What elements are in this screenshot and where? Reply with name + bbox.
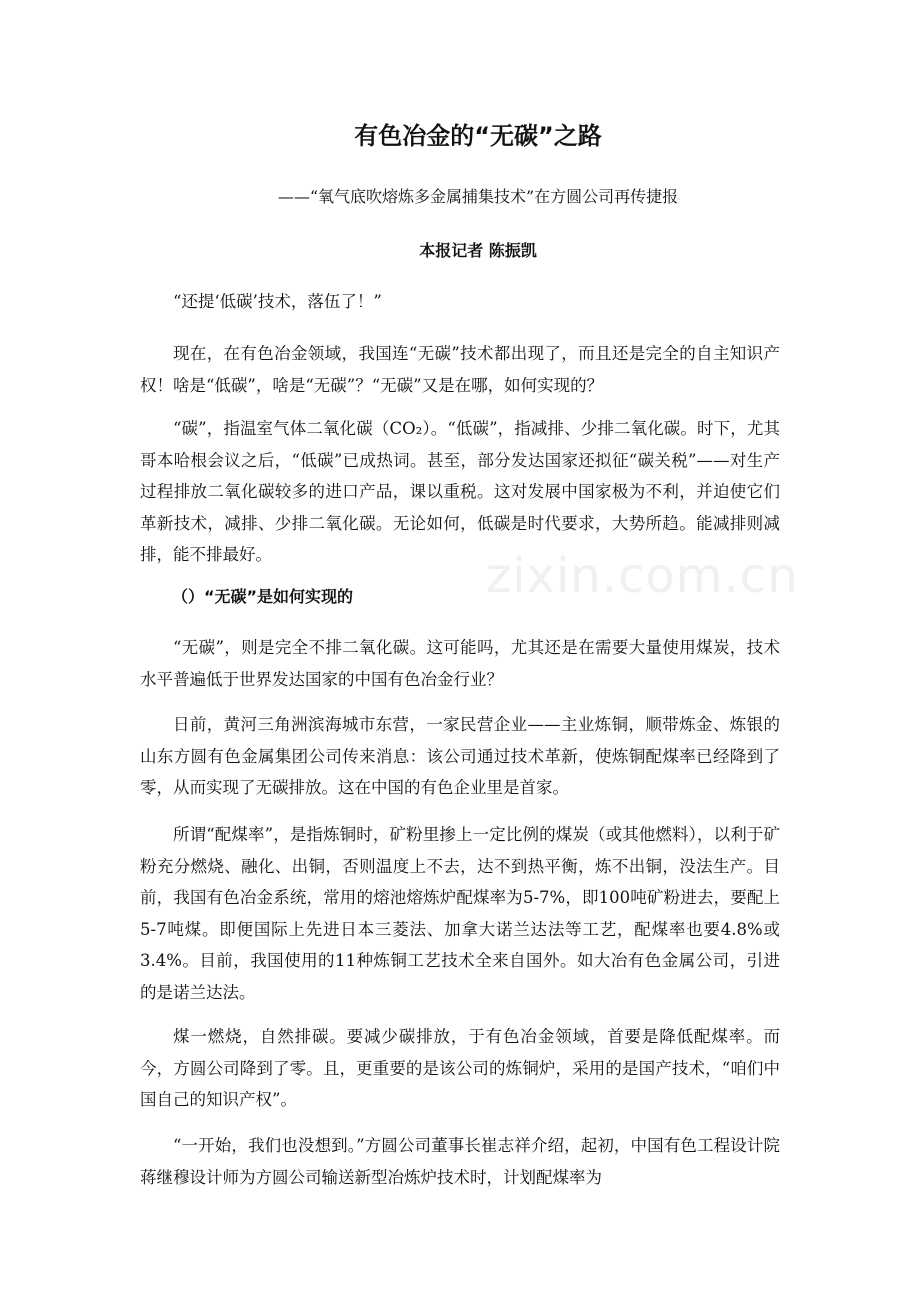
watermark: zixin.com.cn — [486, 548, 799, 604]
article-subtitle: ——“氧气底吹熔炼多金属捕集技术”在方圆公司再传捷报 — [277, 187, 679, 206]
paragraph-no-carbon: “无碳”，则是完全不排二氧化碳。这可能吗，尤其还是在需要大量使用煤炭，技术水平普遍低于世界发达国家的中国有色冶金行业？ — [140, 638, 780, 689]
paragraph-chairman-quote: “一开始，我们也没想到。”方圆公司董事长崔志祥介绍，起初，中国有色工程设计院蒋继穆设计师为方圆公司输送新型冶炼炉技术时，计划配煤率为 — [140, 1136, 780, 1187]
section-heading: （）“无碳”是如何实现的 — [172, 587, 354, 606]
paragraph-carbon-definition: “碳”，指温室气体二氧化碳（CO₂）。“低碳”，指减排、少排二氧化碳。时下，尤其哥本哈根会议之后，“低碳”已成热词。甚至，部分发达国家还拟征“碳关税”——对生产过程排放二氧化碳较多的进口产品，课以重税。这对发展中国家极为不利，并迫使它们革新技术，减排、少排二氧化碳。无论如何，低碳是时代要求，大势所趋。能减排则减排，能不排最好。 — [140, 419, 780, 564]
paragraph-fangyuan-news: 日前，黄河三角洲滨海城市东营，一家民营企业——主业炼铜，顺带炼金、炼银的山东方圆有色金属集团公司传来消息：该公司通过技术革新，使炼铜配煤率已经降到了零，从而实现了无碳排放。这在中国的有色企业里是首家。 — [140, 715, 780, 797]
paragraph-quote: “还提‘低碳’技术，落伍了！” — [173, 292, 382, 311]
paragraph-coal-ratio: 所谓“配煤率”，是指炼铜时，矿粉里掺上一定比例的煤炭（或其他燃料），以利于矿粉充分燃烧、融化、出铜，否则温度上不去，达不到热平衡，炼不出铜，没法生产。目前，我国有色冶金系统，常用的熔池熔炼炉配煤率为5-7%，即100吨矿粉进去，要配上5-7吨煤。即便国际上先进日本三菱法、加拿大诺兰达法等工艺，配煤率也要4.8%或3.4%。目前，我国使用的11种炼铜工艺技术全来自国外。如大冶有色金属公司，引进的是诺兰达法。 — [140, 825, 780, 1002]
paragraph-domestic-tech: 煤一燃烧，自然排碳。要减少碳排放，于有色冶金领域，首要是降低配煤率。而今，方圆公司降到了零。且，更重要的是该公司的炼铜炉，采用的是国产技术，“咱们中国自己的知识产权”。 — [140, 1027, 780, 1109]
paragraph-intro: 现在，在有色冶金领域，我国连“无碳”技术都出现了，而且还是完全的自主知识产权！啥是“低碳”，啥是“无碳”？“无碳”又是在哪，如何实现的？ — [140, 344, 780, 395]
article-title: 有色冶金的“无碳”之路 — [354, 122, 602, 150]
article-byline: 本报记者 陈振凯 — [419, 241, 537, 260]
